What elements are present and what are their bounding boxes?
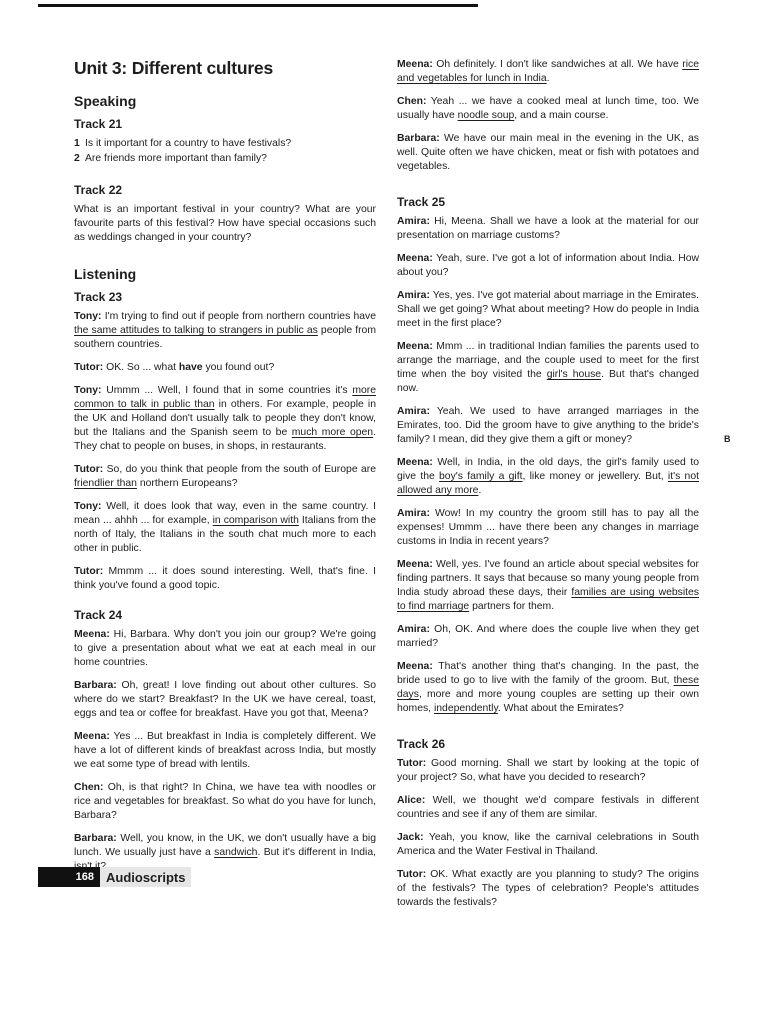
dialogue-line: Jack: Yeah, you know, like the carnival celebrations in South America and the Water Festival in Thailand. — [397, 832, 699, 857]
dialogue-line: Tony: Well, it does look that way, even in the same country. I mean ... ahhh ... for example, in comparison with Italians from the north of Italy, the Italians in the south chat much more to each other in public. — [74, 501, 376, 554]
right-column — [397, 58, 699, 919]
dialogue-line: Tony: Ummm ... Well, I found that in some countries it's more common to talk in public than in others. For example, people in the UK and Holland don't usually talk to people they don't know, but the Italians and the Spanish seem to be much more open. They chat to people on buses, in shops, in restaurants. — [74, 385, 376, 452]
dialogue-line: Meena: Hi, Barbara. Why don't you join our group? We're going to give a presentation about what we eat at each meal in our home countries. — [74, 629, 377, 668]
dialogue-line: Amira: Wow! In my country the groom still has to pay all the expenses! Ummm ... have there been any changes in marriage customs in India in recent years? — [397, 508, 699, 547]
dialogue-line: Amira: Yes, yes. I've got material about marriage in the Emirates. Shall we get going? What about meeting? How do people in India meet in the first place? — [397, 290, 699, 329]
dialogue-line: Tutor: So, do you think that people from the south of Europe are friendlier than northern Europeans? — [74, 464, 377, 489]
dialogue-line: Tutor: Good morning. Shall we start by looking at the topic of your project? So, what have you decided to research? — [397, 758, 699, 783]
speaking-heading: Speaking — [74, 93, 137, 109]
dialogue-line: Meena: That's another thing that's changing. In the past, the bride used to go to live with the family of the groom. But, these days, more and more young couples are setting up their own homes, independently. What about the Emirates? — [397, 661, 699, 714]
track-22-title: Track 22 — [74, 183, 123, 197]
track-21-title: Track 21 — [74, 117, 123, 131]
page-number: 168 — [38, 867, 100, 887]
dialogue-line: Tutor: OK. What exactly are you planning to study? The origins of the festivals? The types of celebration? People's attitudes towards the festivals? — [397, 869, 700, 908]
dialogue-line: Meena: Mmm ... in traditional Indian families the parents used to arrange the marriage, and the couple used to meet for the first time when the boy visited the girl's house. But that's changed now. — [397, 341, 700, 394]
dialogue-line: Meena: Well, in India, in the old days, the girl's family used to give the boy's family a gift, like money or jewellery. But, it's not allowed any more. — [397, 457, 699, 496]
question-item: 2 Are friends more important than family? — [74, 153, 267, 164]
track-23-title: Track 23 — [74, 290, 123, 304]
dialogue-line: Barbara: We have our main meal in the evening in the UK, as well. Quite often we have chicken, meat or fish with potatoes and vegetables. — [397, 133, 699, 172]
dialogue-line: Meena: Well, yes. I've found an article about special websites for finding partners. It says that because so many young people from India study abroad these days, their families are using websites to find marriage partners for them. — [397, 559, 700, 612]
top-rule — [38, 4, 478, 7]
unit-title: Unit 3: Different cultures — [74, 58, 273, 78]
page-footer — [38, 867, 191, 887]
dialogue-line: Barbara: Well, you know, in the UK, we don't usually have a big lunch. We usually just have a sandwich. But it's different in India, — [74, 833, 377, 858]
dialogue-line: Alice: Well, we thought we'd compare festivals in different countries and see if any of them are similar. — [397, 795, 700, 820]
track-25-title: Track 25 — [397, 195, 446, 209]
dialogue-line: Meena: Yeah, sure. I've got a lot of information about India. How about you? — [397, 253, 699, 278]
track-24-title: Track 24 — [74, 608, 123, 622]
dialogue-line: Chen: Yeah ... we have a cooked meal at lunch time, too. We usually have noodle soup, and a main course. — [397, 96, 700, 121]
dialogue-line: Amira: Oh, OK. And where does the couple live when they get married? — [397, 624, 700, 649]
dialogue-line: Tutor: Mmmm ... it does sound interesting. Well, that's fine. I think you've found a good topic. — [74, 566, 377, 591]
question-item: 1 Is it important for a country to have festivals? — [74, 138, 292, 149]
footer-label: Audioscripts — [100, 867, 191, 887]
track-22-text: What is an important festival in your country? What are your favourite parts of this festival? How have special occasions such as weddings changed in your country? — [74, 204, 376, 243]
dialogue-line: Barbara: Oh, great! I love finding out about other cultures. So where do we start? Breakfast? In the UK we have cereal, toast, eggs and tea or coffee for breakfast. Have you got that, Meena? — [74, 680, 376, 719]
track-26-title: Track 26 — [397, 737, 446, 751]
side-mark: B — [724, 434, 731, 444]
dialogue-line: Meena: Yes ... But breakfast in India is completely different. We have a lot of different kinds of breakfast across India, but mostly we eat some type of bread with lentils. — [74, 731, 377, 770]
dialogue-line: Meena: Oh definitely. I don't like sandwiches at all. We have rice and vegetables for lunch in India. — [397, 59, 699, 84]
dialogue-line: Tutor: OK. So ... what have you found out? — [74, 362, 275, 373]
dialogue-line: Tony: I'm trying to find out if people from northern countries have the same attitudes to talking to strangers in public as people from southern countries. — [74, 311, 376, 350]
listening-heading: Listening — [74, 266, 137, 282]
dialogue-line: Chen: Oh, is that right? In China, we have tea with noodles or rice and vegetables for breakfast. So what do you have for lunch, Barbara? — [74, 782, 376, 821]
dialogue-line: Amira: Yeah. We used to have arranged marriages in the Emirates, too. Did the groom have to give anything to the bride's family? I mean, did they give them a gift or money? — [397, 406, 699, 445]
left-column — [74, 58, 376, 883]
dialogue-line: Amira: Hi, Meena. Shall we have a look at the material for our presentation on marriage customs? — [397, 216, 699, 241]
